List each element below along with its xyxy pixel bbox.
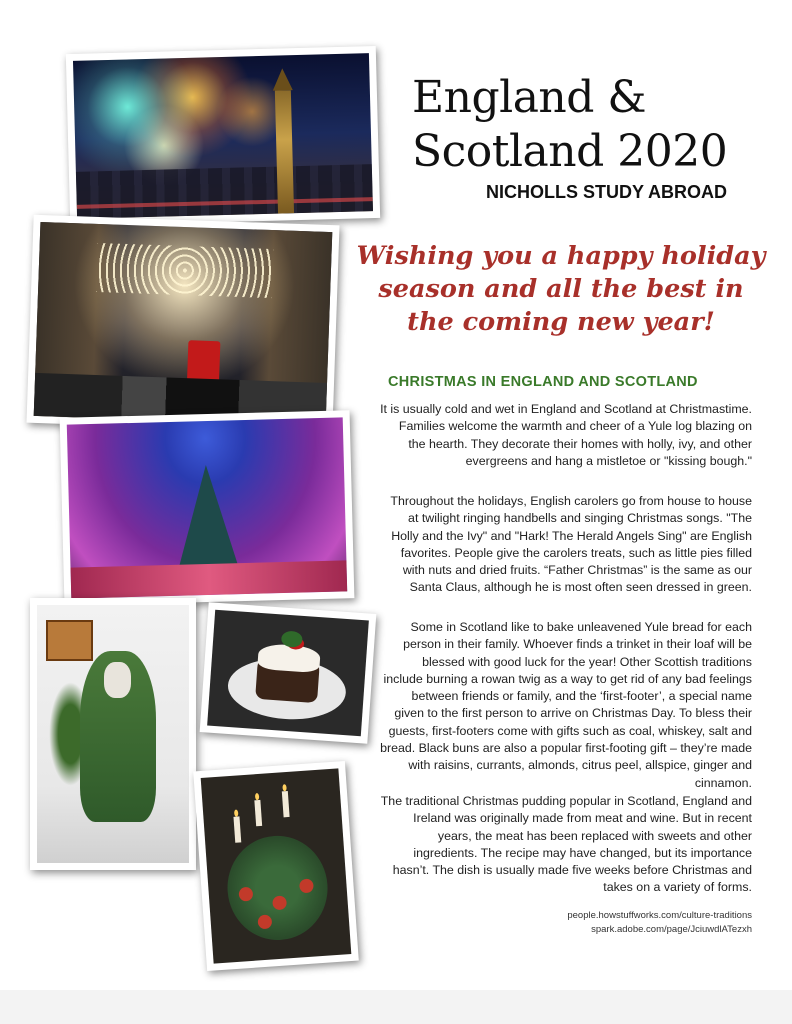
paragraph-1: It is usually cold and wet in England and Scotland at Christmastime. Families welcome the warmth and cheer of a Yule log blazing on the hearth. They decorate their homes with holly, ivy, and other evergreens and hang a mistletoe or "kissing bough." <box>380 402 752 468</box>
street-lights-photo <box>26 215 339 434</box>
paragraph-4: The traditional Christmas pudding popular in Scotland, England and Ireland was originally made from meat and wine. But in recent years, the meat has been replaced with sweets and other ingredients. The recipe may have changed, but its importance hasn’t. The dish is usually made five weeks before Christmas and takes on a variety of forms. <box>380 794 752 895</box>
title-line-2: Scotland 2020 <box>412 126 728 177</box>
subtitle: NICHOLLS STUDY ABROAD <box>486 182 728 202</box>
paragraph-2: Throughout the holidays, English carolers go from house to house at twilight ringing handbells and singing Christmas songs. "The Holly and the Ivy" and "Hark! The Herald Angels Sing" are English favorites. People give the carolers treats, such as little pies filled with nuts and dried fruits. “Father Christmas” is the same as our Santa Claus, although he is most often seen dressed in green. <box>390 494 752 595</box>
page-bottom-band <box>0 990 792 1024</box>
section-heading: CHRISTMAS IN ENGLAND AND SCOTLAND <box>388 374 698 390</box>
father-christmas-photo <box>30 598 196 870</box>
hanging-wreath-photo <box>193 761 359 971</box>
source-link: people.howstuffworks.com/culture-traditions <box>567 910 752 921</box>
dome-christmas-tree-photo <box>60 410 355 606</box>
christmas-pudding-photo <box>200 602 377 743</box>
source-link: spark.adobe.com/page/JciuwdlATezxh <box>591 924 752 935</box>
title-line-1: England & <box>412 72 647 123</box>
holiday-greeting: Wishing you a happy holiday season and all the best in the coming new year! <box>356 241 766 337</box>
london-fireworks-photo <box>66 46 380 226</box>
paragraph-3: Some in Scotland like to bake unleavened Yule bread for each person in their family. Whoever finds a trinket in their loaf will be blessed with good luck for the year! Other Scottish traditions include burning a rowan twig as a way to get rid of any bad feelings between friends or family, and the ‘first-footer’, a special name given to the first person to arrive on Christmas Day. To bless their guests, first-footers come with gifts such as coal, whiskey, salt and bread. Black buns are also a popular first-footing gift – they’re made with raisins, currants, almonds, citrus peel, allspice, ginger and cinnamon. <box>380 620 752 790</box>
